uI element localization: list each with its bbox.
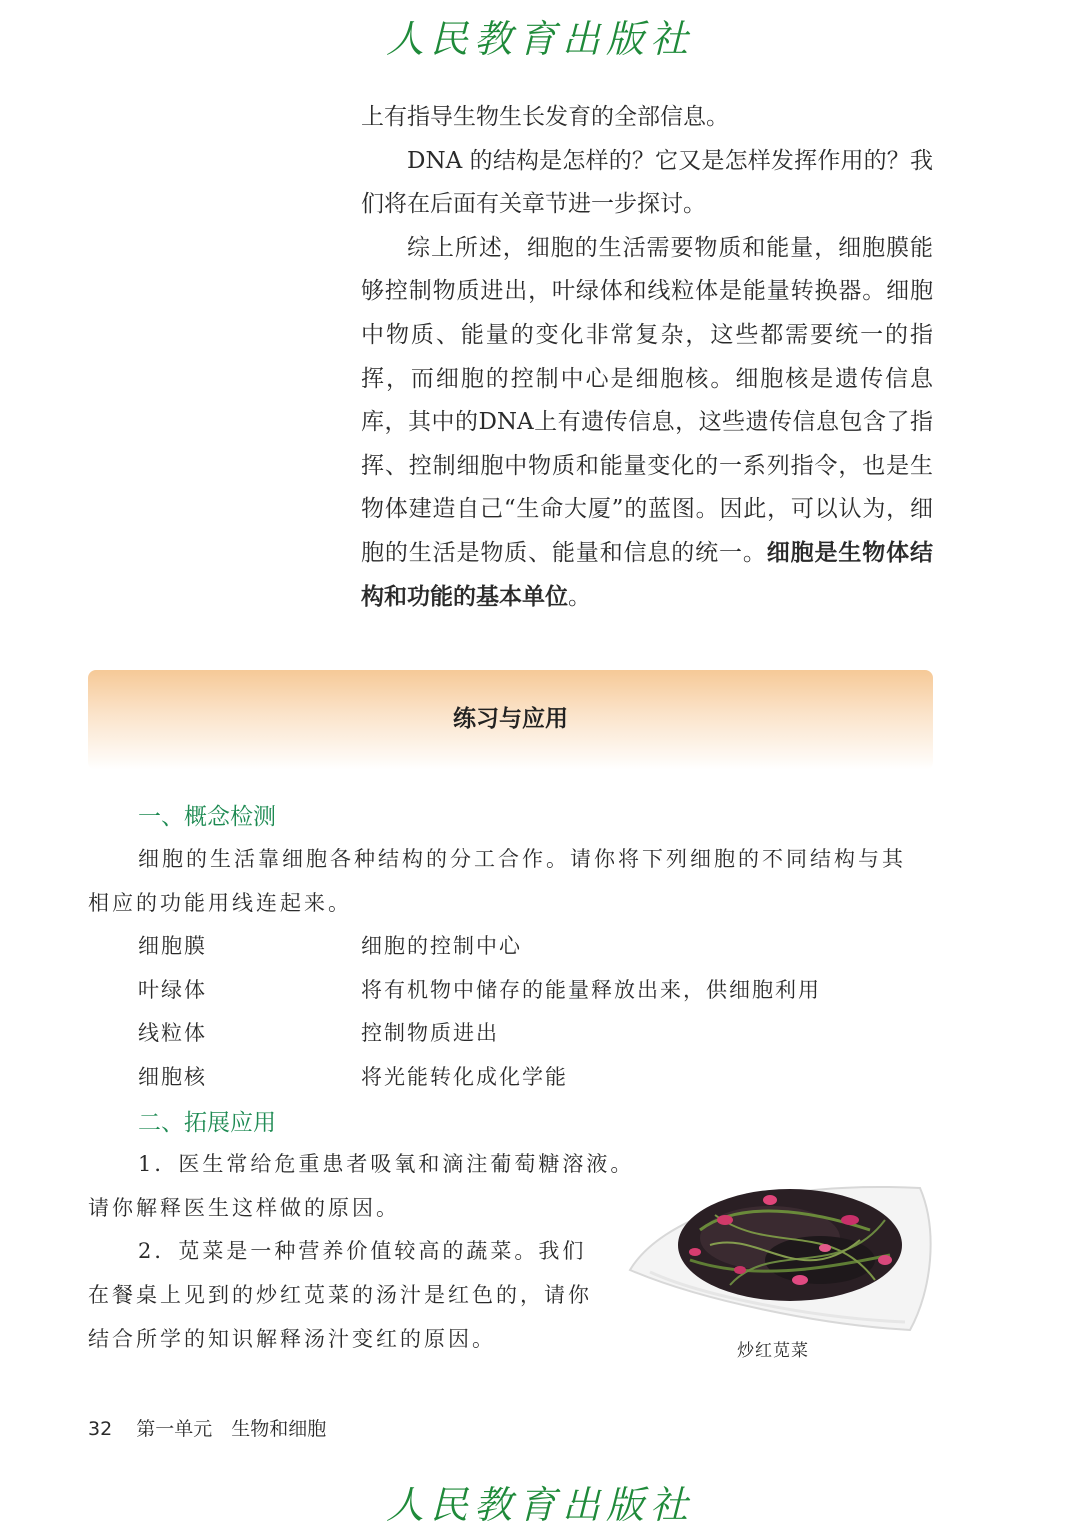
- exercise-banner: [88, 670, 933, 770]
- main-text-block: [361, 96, 933, 619]
- function-item: 控制物质进出: [361, 1021, 499, 1045]
- function-item: 细胞的控制中心: [361, 934, 522, 958]
- paragraph-3: [361, 227, 933, 619]
- concept-intro-line-1: 细胞的生活靠细胞各种结构的分工合作。请你将下列细胞的不同结构与其: [138, 847, 906, 871]
- exercise-banner-title: 练习与应用: [453, 706, 568, 732]
- question-2-line-3: 结合所学的知识解释汤汁变红的原因。: [88, 1327, 496, 1351]
- paragraph-3-text: 综上所述，细胞的生活需要物质和能量，细胞膜能够控制物质进出，叶绿体和线粒体是能量转换器。细胞中物质、能量的变化非常复杂，这些都需要统一的指挥，而细胞的控制中心是细胞核。细胞核是遗传信息库，其中的DNA上有遗传信息，这些遗传信息包含了指挥、控制细胞中物质和能量变化的一系列指令，也是生物体建造自己“生命大厦”的蓝图。因此，可以认为，细胞的生活是物质、能量和信息的统一。: [361, 234, 933, 566]
- key-conclusion: 细胞是生物体结构和功能的基本单位: [361, 539, 934, 610]
- publisher-watermark-top: 人民教育出版社: [385, 17, 694, 61]
- structure-item: 细胞膜: [138, 934, 207, 958]
- question-1-line-2: 请你解释医生这样做的原因。: [88, 1196, 400, 1220]
- structure-item: 叶绿体: [138, 978, 207, 1002]
- paragraph-2: DNA 的结构是怎样的？它又是怎样发挥作用的？我们将在后面有关章节进一步探讨。: [361, 147, 933, 218]
- publisher-watermark-bottom: 人民教育出版社: [385, 1483, 694, 1527]
- paragraph-1: 上有指导生物生长发育的全部信息。: [361, 104, 729, 130]
- question-2-line-1: 2．苋菜是一种营养价值较高的蔬菜。我们: [138, 1239, 587, 1263]
- page-footer: [88, 1414, 326, 1441]
- structure-item: 细胞核: [138, 1065, 207, 1089]
- question-1-line-1: 1．医生常给危重患者吸氧和滴注葡萄糖溶液。: [138, 1152, 635, 1176]
- photo-caption: 炒红苋菜: [737, 1341, 809, 1361]
- concept-intro-line-2: 相应的功能用线连起来。: [88, 891, 352, 915]
- structure-item: 线粒体: [138, 1021, 207, 1045]
- section-heading-concept-check: 一、概念检测: [138, 804, 276, 830]
- page-number: 32: [88, 1418, 113, 1440]
- function-item: 将光能转化成化学能: [361, 1065, 568, 1089]
- stir-fried-amaranth-photo: [620, 1160, 940, 1335]
- unit-title: 第一单元 生物和细胞: [136, 1418, 327, 1440]
- section-heading-extended-application: 二、拓展应用: [138, 1110, 276, 1136]
- function-item: 将有机物中储存的能量释放出来，供细胞利用: [361, 978, 821, 1002]
- question-2-line-2: 在餐桌上见到的炒红苋菜的汤汁是红色的，请你: [88, 1283, 592, 1307]
- paragraph-3-end: 。: [568, 583, 591, 610]
